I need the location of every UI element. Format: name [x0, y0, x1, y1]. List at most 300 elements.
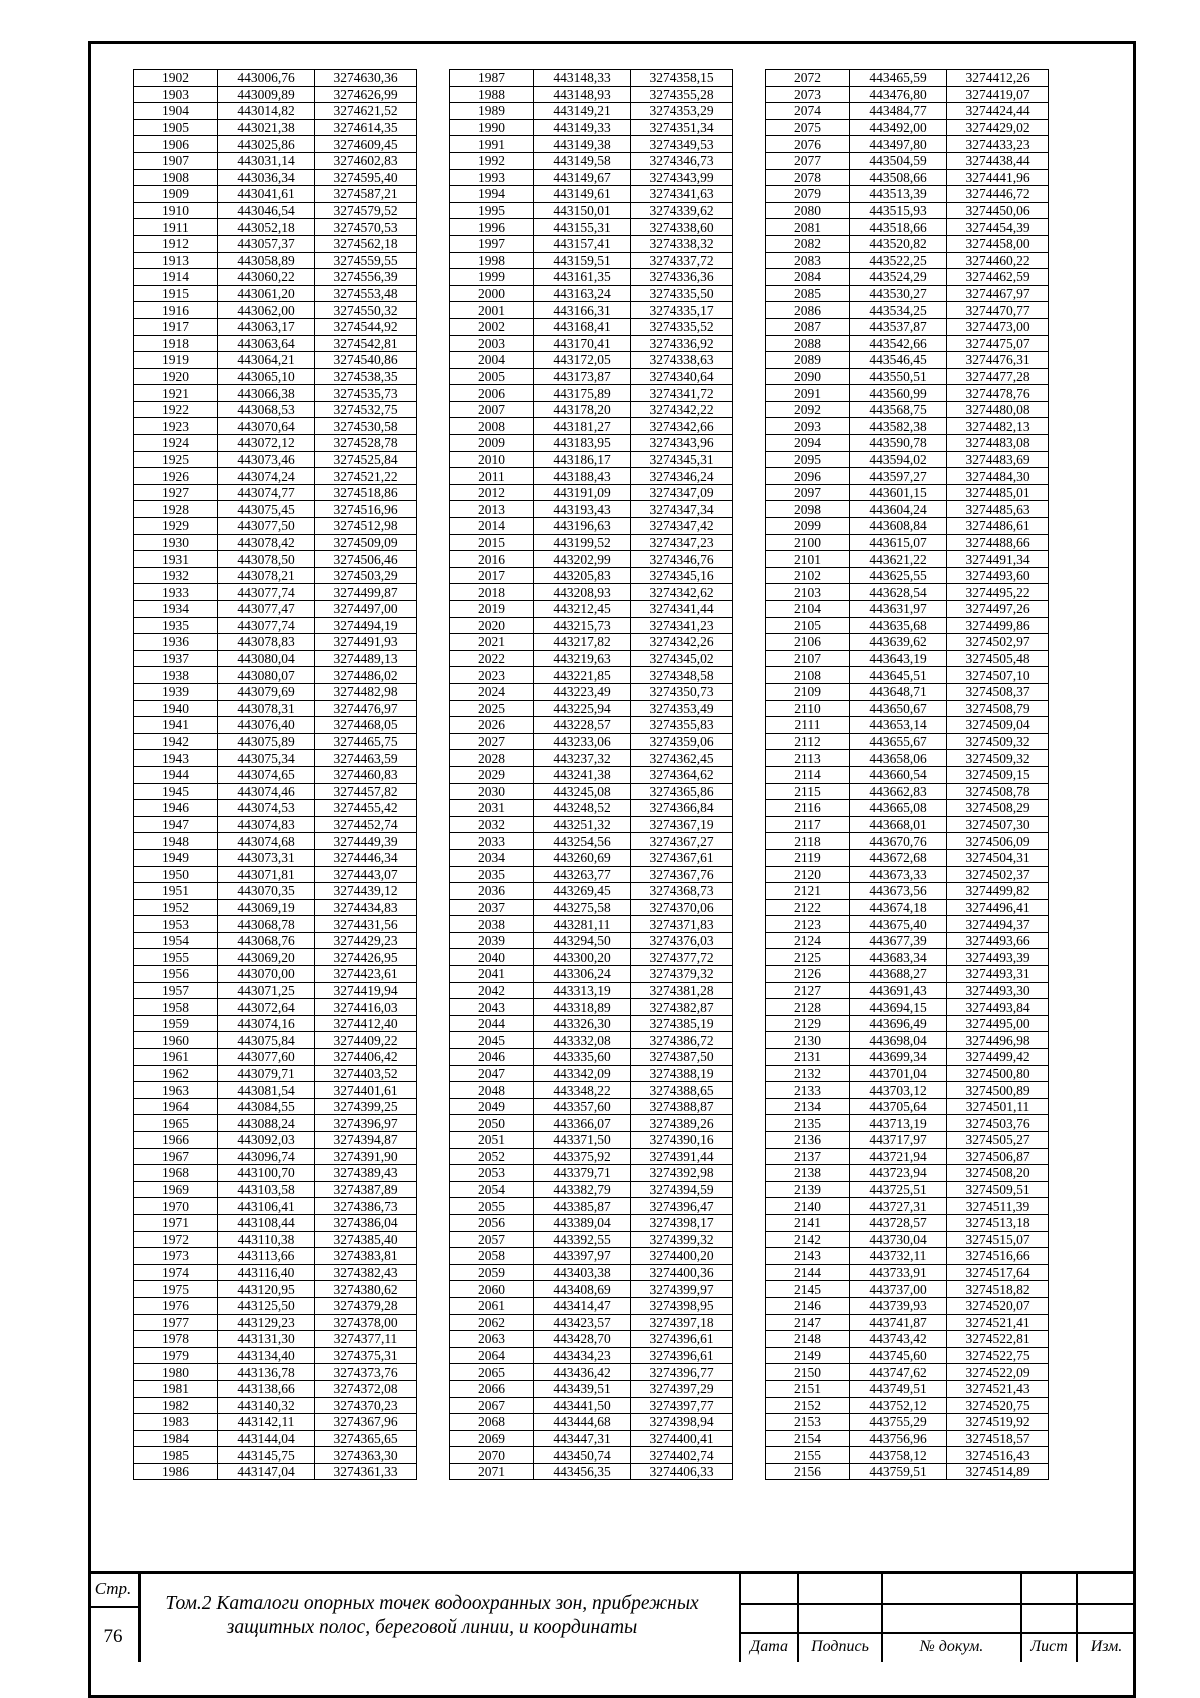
x-coordinate: 443075,84 [218, 1032, 315, 1049]
y-coordinate: 3274392,98 [631, 1165, 733, 1182]
x-coordinate: 443604,24 [850, 501, 947, 518]
table-row [766, 1264, 1049, 1281]
y-coordinate: 3274377,11 [315, 1331, 417, 1348]
y-coordinate: 3274396,61 [631, 1331, 733, 1348]
point-number: 2034 [450, 849, 534, 866]
x-coordinate: 443721,94 [850, 1148, 947, 1165]
x-coordinate: 443078,83 [218, 634, 315, 651]
x-coordinate: 443366,07 [534, 1115, 631, 1132]
table-row [134, 518, 417, 535]
table-row [766, 1082, 1049, 1099]
x-coordinate: 443694,15 [850, 999, 947, 1016]
table-row [766, 783, 1049, 800]
y-coordinate: 3274508,78 [947, 783, 1049, 800]
x-coordinate: 443078,21 [218, 567, 315, 584]
table-row [450, 966, 733, 983]
x-coordinate: 443052,18 [218, 219, 315, 236]
x-coordinate: 443074,68 [218, 833, 315, 850]
point-number: 2083 [766, 252, 850, 269]
x-coordinate: 443447,31 [534, 1430, 631, 1447]
point-number: 2061 [450, 1297, 534, 1314]
x-coordinate: 443061,20 [218, 285, 315, 302]
y-coordinate: 3274499,82 [947, 883, 1049, 900]
y-coordinate: 3274342,62 [631, 584, 733, 601]
y-coordinate: 3274511,39 [947, 1198, 1049, 1215]
x-coordinate: 443116,40 [218, 1264, 315, 1281]
x-coordinate: 443149,67 [534, 169, 631, 186]
table-row [134, 501, 417, 518]
x-coordinate: 443014,82 [218, 103, 315, 120]
point-number: 2134 [766, 1098, 850, 1115]
table-row [450, 1248, 733, 1265]
table-row [766, 584, 1049, 601]
point-number: 1923 [134, 418, 218, 435]
point-number: 1922 [134, 401, 218, 418]
point-number: 1974 [134, 1264, 218, 1281]
y-coordinate: 3274478,76 [947, 385, 1049, 402]
y-coordinate: 3274535,73 [315, 385, 417, 402]
point-number: 2002 [450, 318, 534, 335]
point-number: 2051 [450, 1132, 534, 1149]
point-number: 2036 [450, 883, 534, 900]
x-coordinate: 443075,34 [218, 750, 315, 767]
point-number: 2072 [766, 70, 850, 87]
x-coordinate: 443414,47 [534, 1297, 631, 1314]
y-coordinate: 3274503,76 [947, 1115, 1049, 1132]
x-coordinate: 443223,49 [534, 683, 631, 700]
table-row [766, 103, 1049, 120]
table-row [134, 1049, 417, 1066]
y-coordinate: 3274389,43 [315, 1165, 417, 1182]
y-coordinate: 3274509,15 [947, 766, 1049, 783]
point-number: 2042 [450, 982, 534, 999]
x-coordinate: 443513,39 [850, 186, 947, 203]
x-coordinate: 443245,08 [534, 783, 631, 800]
y-coordinate: 3274388,19 [631, 1065, 733, 1082]
y-coordinate: 3274347,09 [631, 484, 733, 501]
table-row [134, 567, 417, 584]
point-number: 1957 [134, 982, 218, 999]
x-coordinate: 443705,64 [850, 1098, 947, 1115]
table-row [134, 949, 417, 966]
x-coordinate: 443072,12 [218, 435, 315, 452]
x-coordinate: 443078,42 [218, 534, 315, 551]
point-number: 2138 [766, 1165, 850, 1182]
table-row [134, 883, 417, 900]
point-number: 2097 [766, 484, 850, 501]
y-coordinate: 3274365,86 [631, 783, 733, 800]
point-number: 2155 [766, 1447, 850, 1464]
y-coordinate: 3274446,72 [947, 186, 1049, 203]
y-coordinate: 3274517,64 [947, 1264, 1049, 1281]
point-number: 1904 [134, 103, 218, 120]
x-coordinate: 443639,62 [850, 634, 947, 651]
table-row [134, 1281, 417, 1298]
x-coordinate: 443759,51 [850, 1463, 947, 1480]
point-number: 2152 [766, 1397, 850, 1414]
point-number: 1990 [450, 119, 534, 136]
x-coordinate: 443060,22 [218, 269, 315, 286]
point-number: 2100 [766, 534, 850, 551]
x-coordinate: 443504,59 [850, 152, 947, 169]
table-row [766, 1065, 1049, 1082]
table-row [450, 1165, 733, 1182]
x-coordinate: 443698,04 [850, 1032, 947, 1049]
point-number: 2093 [766, 418, 850, 435]
point-number: 2023 [450, 667, 534, 684]
x-coordinate: 443078,31 [218, 700, 315, 717]
y-coordinate: 3274500,80 [947, 1065, 1049, 1082]
y-coordinate: 3274394,87 [315, 1132, 417, 1149]
y-coordinate: 3274473,00 [947, 318, 1049, 335]
x-coordinate: 443161,35 [534, 269, 631, 286]
x-coordinate: 443275,58 [534, 899, 631, 916]
x-coordinate: 443149,58 [534, 152, 631, 169]
point-number: 1909 [134, 186, 218, 203]
point-number: 2012 [450, 484, 534, 501]
y-coordinate: 3274398,95 [631, 1297, 733, 1314]
y-coordinate: 3274367,27 [631, 833, 733, 850]
y-coordinate: 3274371,83 [631, 916, 733, 933]
point-number: 2114 [766, 766, 850, 783]
point-number: 2004 [450, 352, 534, 369]
x-coordinate: 443739,93 [850, 1297, 947, 1314]
point-number: 2080 [766, 202, 850, 219]
point-number: 2087 [766, 318, 850, 335]
description-line-1: Том.2 Каталоги опорных точек водоохранных зон, прибрежных [165, 1593, 699, 1614]
table-row [134, 401, 417, 418]
point-number: 2108 [766, 667, 850, 684]
y-coordinate: 3274412,40 [315, 1015, 417, 1032]
point-number: 2052 [450, 1148, 534, 1165]
point-number: 2007 [450, 401, 534, 418]
x-coordinate: 443175,89 [534, 385, 631, 402]
x-coordinate: 443155,31 [534, 219, 631, 236]
y-coordinate: 3274402,74 [631, 1447, 733, 1464]
point-number: 1961 [134, 1049, 218, 1066]
point-number: 2039 [450, 932, 534, 949]
point-number: 2025 [450, 700, 534, 717]
table-row [134, 86, 417, 103]
y-coordinate: 3274458,00 [947, 235, 1049, 252]
point-number: 2120 [766, 866, 850, 883]
x-coordinate: 443332,08 [534, 1032, 631, 1049]
table-row [450, 1414, 733, 1431]
point-number: 2058 [450, 1248, 534, 1265]
page-number: 76 [103, 1626, 123, 1647]
x-coordinate: 443436,42 [534, 1364, 631, 1381]
point-number: 1956 [134, 966, 218, 983]
point-number: 1943 [134, 750, 218, 767]
point-number: 2122 [766, 899, 850, 916]
table-row [450, 849, 733, 866]
x-coordinate: 443077,47 [218, 601, 315, 618]
y-coordinate: 3274480,08 [947, 401, 1049, 418]
x-coordinate: 443159,51 [534, 252, 631, 269]
y-coordinate: 3274614,35 [315, 119, 417, 136]
table-row [134, 1314, 417, 1331]
y-coordinate: 3274363,30 [315, 1447, 417, 1464]
y-coordinate: 3274399,25 [315, 1098, 417, 1115]
table-row [766, 1397, 1049, 1414]
point-number: 2085 [766, 285, 850, 302]
x-coordinate: 443215,73 [534, 617, 631, 634]
x-coordinate: 443546,45 [850, 352, 947, 369]
point-number: 2016 [450, 551, 534, 568]
table-row [134, 849, 417, 866]
x-coordinate: 443077,60 [218, 1049, 315, 1066]
point-number: 1967 [134, 1148, 218, 1165]
x-coordinate: 443186,17 [534, 451, 631, 468]
x-coordinate: 443755,29 [850, 1414, 947, 1431]
x-coordinate: 443403,38 [534, 1264, 631, 1281]
y-coordinate: 3274358,15 [631, 70, 733, 87]
x-coordinate: 443241,38 [534, 766, 631, 783]
x-coordinate: 443150,01 [534, 202, 631, 219]
x-coordinate: 443648,71 [850, 683, 947, 700]
point-number: 2126 [766, 966, 850, 983]
x-coordinate: 443635,68 [850, 617, 947, 634]
point-number: 2125 [766, 949, 850, 966]
point-number: 2141 [766, 1214, 850, 1231]
y-coordinate: 3274406,42 [315, 1049, 417, 1066]
table-row [450, 949, 733, 966]
x-coordinate: 443662,83 [850, 783, 947, 800]
x-coordinate: 443069,20 [218, 949, 315, 966]
x-coordinate: 443597,27 [850, 468, 947, 485]
table-row [450, 717, 733, 734]
y-coordinate: 3274621,52 [315, 103, 417, 120]
y-coordinate: 3274499,87 [315, 584, 417, 601]
point-number: 1942 [134, 733, 218, 750]
table-row [134, 435, 417, 452]
y-coordinate: 3274476,31 [947, 352, 1049, 369]
point-number: 2136 [766, 1132, 850, 1149]
x-coordinate: 443670,76 [850, 833, 947, 850]
table-row [134, 1098, 417, 1115]
y-coordinate: 3274494,37 [947, 916, 1049, 933]
point-number: 1915 [134, 285, 218, 302]
point-number: 1965 [134, 1115, 218, 1132]
x-coordinate: 443066,38 [218, 385, 315, 402]
point-number: 2088 [766, 335, 850, 352]
point-number: 2115 [766, 783, 850, 800]
point-number: 2035 [450, 866, 534, 883]
x-coordinate: 443382,79 [534, 1181, 631, 1198]
y-coordinate: 3274507,30 [947, 816, 1049, 833]
point-number: 2081 [766, 219, 850, 236]
table-row [766, 70, 1049, 87]
point-number: 2067 [450, 1397, 534, 1414]
y-coordinate: 3274475,07 [947, 335, 1049, 352]
y-coordinate: 3274522,75 [947, 1347, 1049, 1364]
table-row [450, 1148, 733, 1165]
y-coordinate: 3274482,13 [947, 418, 1049, 435]
table-row [766, 1098, 1049, 1115]
point-number: 2142 [766, 1231, 850, 1248]
point-number: 2102 [766, 567, 850, 584]
document-description [144, 1592, 720, 1640]
y-coordinate: 3274386,73 [315, 1198, 417, 1215]
y-coordinate: 3274370,23 [315, 1397, 417, 1414]
table-row [450, 269, 733, 286]
point-number: 2003 [450, 335, 534, 352]
y-coordinate: 3274570,53 [315, 219, 417, 236]
table-row [134, 1248, 417, 1265]
point-number: 1930 [134, 534, 218, 551]
y-coordinate: 3274550,32 [315, 302, 417, 319]
y-coordinate: 3274370,06 [631, 899, 733, 916]
x-coordinate: 443212,45 [534, 601, 631, 618]
point-number: 1907 [134, 152, 218, 169]
y-coordinate: 3274491,93 [315, 634, 417, 651]
table-row [450, 1281, 733, 1298]
y-coordinate: 3274424,44 [947, 103, 1049, 120]
table-row [450, 584, 733, 601]
point-number: 1996 [450, 219, 534, 236]
y-coordinate: 3274483,69 [947, 451, 1049, 468]
point-number: 2154 [766, 1430, 850, 1447]
x-coordinate: 443183,95 [534, 435, 631, 452]
x-coordinate: 443643,19 [850, 650, 947, 667]
x-coordinate: 443157,41 [534, 235, 631, 252]
point-number: 1926 [134, 468, 218, 485]
y-coordinate: 3274346,73 [631, 152, 733, 169]
y-coordinate: 3274335,17 [631, 302, 733, 319]
point-number: 2105 [766, 617, 850, 634]
table-row [134, 617, 417, 634]
y-coordinate: 3274439,12 [315, 883, 417, 900]
y-coordinate: 3274506,46 [315, 551, 417, 568]
x-coordinate: 443191,09 [534, 484, 631, 501]
x-coordinate: 443497,80 [850, 136, 947, 153]
table-row [766, 335, 1049, 352]
x-coordinate: 443318,89 [534, 999, 631, 1016]
table-row [134, 1414, 417, 1431]
y-coordinate: 3274463,59 [315, 750, 417, 767]
table-row [766, 551, 1049, 568]
y-coordinate: 3274398,17 [631, 1214, 733, 1231]
table-row [450, 1380, 733, 1397]
x-coordinate: 443071,25 [218, 982, 315, 999]
x-coordinate: 443077,74 [218, 584, 315, 601]
table-row [766, 1015, 1049, 1032]
y-coordinate: 3274522,81 [947, 1331, 1049, 1348]
table-row [134, 451, 417, 468]
point-number: 1921 [134, 385, 218, 402]
table-row [766, 401, 1049, 418]
table-row [766, 252, 1049, 269]
point-number: 2054 [450, 1181, 534, 1198]
x-coordinate: 443306,24 [534, 966, 631, 983]
point-number: 2137 [766, 1148, 850, 1165]
header-document-number: № докум. [919, 1638, 984, 1655]
table-row [766, 601, 1049, 618]
point-number: 1934 [134, 601, 218, 618]
y-coordinate: 3274482,98 [315, 683, 417, 700]
x-coordinate: 443225,94 [534, 700, 631, 717]
x-coordinate: 443025,86 [218, 136, 315, 153]
y-coordinate: 3274385,40 [315, 1231, 417, 1248]
point-number: 1931 [134, 551, 218, 568]
point-number: 1905 [134, 119, 218, 136]
table-row [450, 567, 733, 584]
x-coordinate: 443608,84 [850, 518, 947, 535]
x-coordinate: 443063,17 [218, 318, 315, 335]
x-coordinate: 443650,67 [850, 700, 947, 717]
x-coordinate: 443149,61 [534, 186, 631, 203]
y-coordinate: 3274513,18 [947, 1214, 1049, 1231]
header-sheet: Лист [1030, 1638, 1068, 1655]
point-number: 2073 [766, 86, 850, 103]
x-coordinate: 443465,59 [850, 70, 947, 87]
table-row [134, 385, 417, 402]
table-row [450, 650, 733, 667]
y-coordinate: 3274506,87 [947, 1148, 1049, 1165]
y-coordinate: 3274519,92 [947, 1414, 1049, 1431]
y-coordinate: 3274508,29 [947, 800, 1049, 817]
table-row [134, 468, 417, 485]
point-number: 1924 [134, 435, 218, 452]
x-coordinate: 443568,75 [850, 401, 947, 418]
x-coordinate: 443110,38 [218, 1231, 315, 1248]
y-coordinate: 3274367,76 [631, 866, 733, 883]
y-coordinate: 3274416,03 [315, 999, 417, 1016]
table-row [450, 1447, 733, 1464]
table-row [766, 169, 1049, 186]
point-number: 1932 [134, 567, 218, 584]
point-number: 2094 [766, 435, 850, 452]
table-row [450, 1347, 733, 1364]
table-row [766, 418, 1049, 435]
x-coordinate: 443379,71 [534, 1165, 631, 1182]
point-number: 2000 [450, 285, 534, 302]
table-row [134, 1132, 417, 1149]
x-coordinate: 443058,89 [218, 252, 315, 269]
y-coordinate: 3274508,20 [947, 1165, 1049, 1182]
point-number: 2055 [450, 1198, 534, 1215]
point-number: 2121 [766, 883, 850, 900]
table-row [766, 966, 1049, 983]
y-coordinate: 3274342,66 [631, 418, 733, 435]
table-row [766, 186, 1049, 203]
point-number: 2038 [450, 916, 534, 933]
x-coordinate: 443074,65 [218, 766, 315, 783]
point-number: 2014 [450, 518, 534, 535]
point-number: 1962 [134, 1065, 218, 1082]
y-coordinate: 3274347,42 [631, 518, 733, 535]
point-number: 2090 [766, 368, 850, 385]
table-row [450, 401, 733, 418]
y-coordinate: 3274387,89 [315, 1181, 417, 1198]
table-row [766, 1049, 1049, 1066]
y-coordinate: 3274383,81 [315, 1248, 417, 1265]
y-coordinate: 3274452,74 [315, 816, 417, 833]
table-row [766, 982, 1049, 999]
y-coordinate: 3274520,75 [947, 1397, 1049, 1414]
y-coordinate: 3274372,08 [315, 1380, 417, 1397]
y-coordinate: 3274388,87 [631, 1098, 733, 1115]
point-number: 1979 [134, 1347, 218, 1364]
x-coordinate: 443515,93 [850, 202, 947, 219]
table-row [134, 750, 417, 767]
x-coordinate: 443254,56 [534, 833, 631, 850]
point-number: 2151 [766, 1380, 850, 1397]
table-row [766, 932, 1049, 949]
y-coordinate: 3274468,05 [315, 717, 417, 734]
y-coordinate: 3274512,98 [315, 518, 417, 535]
table-row [766, 1214, 1049, 1231]
